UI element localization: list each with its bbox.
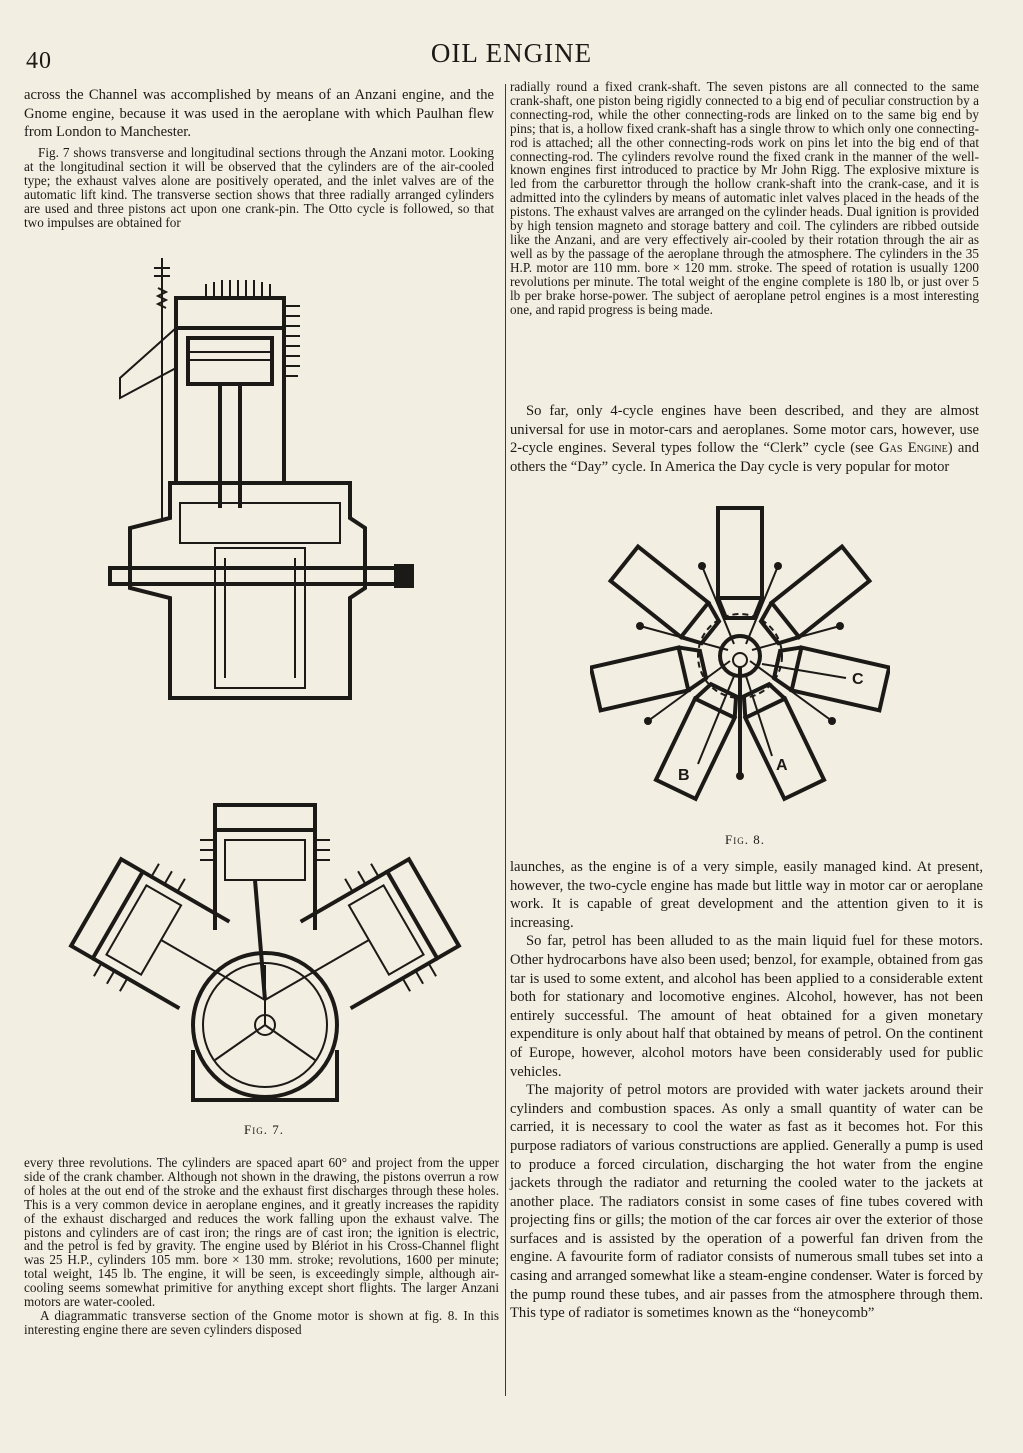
gas-engine-cross-reference[interactable]: Gas Engine: [879, 440, 948, 457]
fig7-anzani-longitudinal-section: [100, 258, 430, 728]
fig7-anzani-transverse-section: [40, 800, 480, 1110]
fig7-caption: Fig. 7.: [244, 1122, 284, 1137]
fig8-label-c: C: [852, 671, 864, 688]
left-column-fig7-description: [24, 146, 494, 229]
fig8-cylinder-4: [656, 681, 743, 799]
column-rule: [505, 84, 506, 1396]
fig8-gnome-radial-diagram: [590, 496, 890, 826]
left-paragraph-3: every three revolutions. The cylinders are spaced apart 60° and project from the upper side of the crank chamber. Although not shown in the drawing, the pistons overrun a row of holes at the out end of the stroke and the exhaust first discharges through these holes. This is a very common device in aeroplane engines, and it greatly increases the rapidity of the exhaust discharged and reduces the work falling upon the exhaust valve. The pistons and cylinders are of cast iron; the rings are of cast iron; the ignition is electric, and the petrol is fed by gravity. The engine used by Blériot in his Cross-Channel flight was 25 H.P., cylinders 105 mm. bore × 130 mm. stroke; revolutions, 1600 per minute; total weight, 145 lb. The engine, it will be seen, is exceedingly simple, although air-cooling seems somewhat primitive for anything except short flights. The larger Anzani motors are water-cooled.: [24, 1155, 499, 1310]
left-column-top: [24, 86, 494, 142]
right-column-bottom: [510, 858, 983, 1323]
left-paragraph-4: A diagrammatic transverse section of the Gnome motor is shown at fig. 8. In this interesting engine there are seven cylinders disposed: [24, 1307, 499, 1337]
fig8-cylinder-5: [591, 643, 708, 710]
cylinder-side-fins: [284, 306, 300, 376]
right-paragraph-1: radially round a fixed crank-shaft. The seven pistons are all connected to the same crank-shaft, one piston being rigidly connected to a big end of peculiar construction by a connecting-rod, while the other connecting-rods are linked on to the same big end by pins; that is, a hollow fixed crank-shaft has a single throw to which only one connecting-rod is attached; all the other connecting-rods work on pins let into the big end of that connecting-rod. The cylinders revolve round the fixed crank in the manner of the well-known engines first introduced to practice by Mr John Rigg. The explosive mixture is led from the carburettor through the hollow crank-shaft into the crank-case, and it is admitted into the cylinders by means of automatic inlet valves placed in the heads of the pistons. The exhaust valves are arranged on the cylinder heads. Dual ignition is provided by high tension magneto and storage battery and coil. The cylinders are ribbed outside like the Anzani, and are very effectively air-cooled by their rotation through the air as well as by the passage of the aeroplane through the atmosphere. The cylinders in the 35 H.P. motor are 110 mm. bore × 120 mm. stroke. The speed of rotation is usually 1200 revolutions per minute. The total weight of the engine complete is 180 lb, or just over 5 lb per brake horse-power. The subject of aeroplane petrol engines is a most interesting one, and rapid progress is being made.: [510, 79, 979, 317]
fig8-cylinder-2: [772, 643, 889, 710]
fig8-caption: Fig. 8.: [725, 832, 765, 847]
left-paragraph-2: Fig. 7 shows transverse and longitudinal sections through the Anzani motor. Looking at the longitudinal section it will be observed that the cylinders are of the air-cooled type; the exhaust valves alone are positively operated, and the inlet valves are of the automatic lift kind. The transverse section shows that three radially arranged cylinders are used and three pistons act upon one crank-pin. The Otto cycle is followed, so that two impulses are obtained for: [24, 145, 494, 230]
fig8-cylinder-0: [718, 508, 762, 618]
left-column-bottom: [24, 1156, 499, 1337]
right-paragraph-4: So far, petrol has been alluded to as the main liquid fuel for these motors. Other hydrocarbons have also been used; benzol, for example, obtained from gas tar is used to some extent, and alcohol has been applied to a considerable extent both for stationary and locomotive engines. Alcohol, however, has not been entirely successful. The amount of heat obtained for a given monetary expenditure is only about half that obtained by means of petrol. On the continent of Europe, however, alcohol motors have been considerably used for public vehicles.: [510, 933, 983, 1080]
right-column-top: [510, 80, 979, 316]
upper-cylinder-fins: [200, 840, 330, 860]
fig8-label-a: A: [776, 757, 788, 774]
right-paragraph-5: The majority of petrol motors are provided with water jackets around their cylinders and combustion spaces. As only a small quantity of water can be carried, it is necessary to cool the water as fast as it becomes hot. For this purpose radiators of various constructions are applied. Generally a pump is used to produce a forced circulation, discharging the hot water from the engine jackets through the radiator and returning the cooled water to the jackets at another place. The radiators consist in some cases of fine tubes covered with projecting fins or gills; the motion of the car forces air over the exterior of those surfaces and is assisted by the operation of a powerful fan driven from the engine. A favourite form of radiator consists of numerous small tubes set into a casing and arranged somewhat like a steam-engine condenser. Water is forced by the pump round these tubes, and air passes from the atmosphere through them. This type of radiator is sometimes known as the “honeycomb”: [510, 1082, 983, 1322]
page-number: 40: [26, 48, 52, 74]
fig8-cylinder-3: [737, 681, 824, 799]
running-head-title: OIL ENGINE: [430, 38, 593, 68]
right-column-two-cycle: [510, 402, 979, 476]
right-paragraph-2: So far, only 4-cycle engines have been described, and they are almost universal for use in motor-cars and aeroplanes. Some motor cars, however, use 2-cycle engines. Several types follow the “Clerk” cycle (see Gas Engine) and others the “Day” cycle. In America the Day cycle is very popular for motor: [510, 403, 979, 475]
cylinder-head-fins: [206, 280, 270, 298]
left-paragraph-1: across the Channel was accomplished by means of an Anzani engine, and the Gnome engine, because it was used in the aeroplane with which Paulhan flew from London to Manchester.: [24, 87, 494, 141]
fig8-label-b: B: [678, 767, 690, 784]
right-paragraph-3: launches, as the engine is of a very simple, easily managed kind. At present, however, the two-cycle engine has made but little way in motor car or aeroplane work. It is capable of great development and the attention given to it is increasing.: [510, 859, 983, 931]
